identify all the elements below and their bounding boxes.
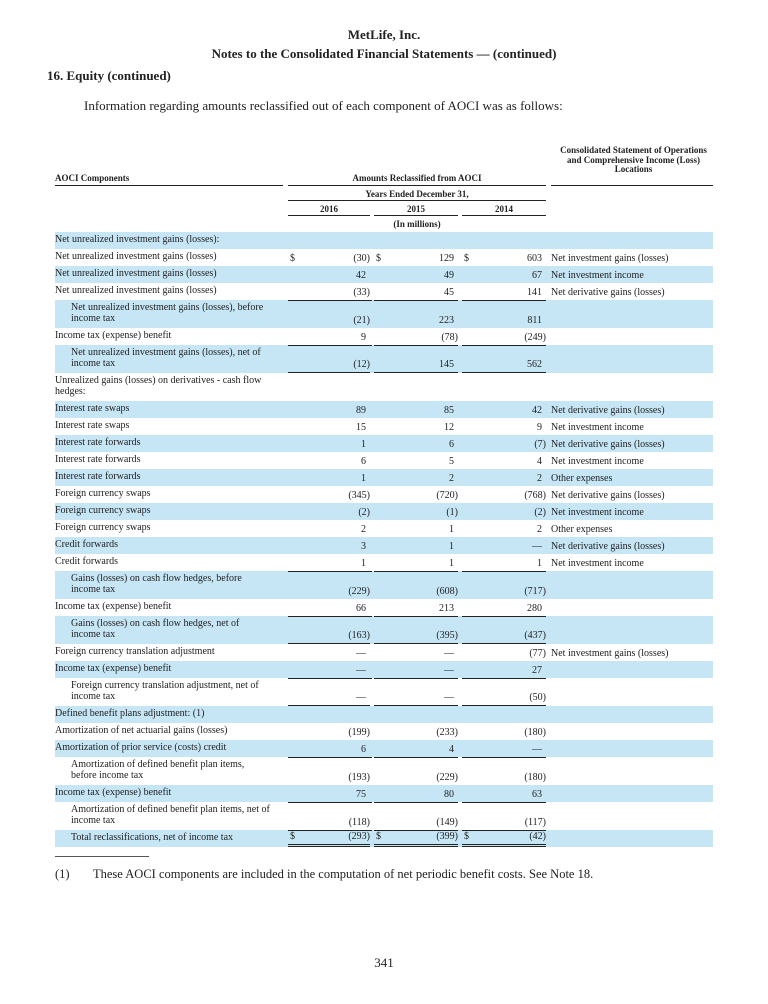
value-text: 2 xyxy=(361,524,366,535)
value-2016 xyxy=(288,473,370,484)
value-text: (345) xyxy=(348,490,370,501)
table-row xyxy=(55,418,713,435)
value-text: — xyxy=(356,648,366,659)
value-text: 2 xyxy=(537,473,542,484)
value-text: 6 xyxy=(361,744,366,755)
row-label: Total reclassifications, net of income tax xyxy=(71,832,234,843)
value-text: (249) xyxy=(524,332,546,343)
value-text: 27 xyxy=(532,665,542,676)
statement-location: Net derivative gains (losses) xyxy=(551,490,665,501)
value-2016 xyxy=(288,727,370,738)
statement-location: Net investment income xyxy=(551,558,644,569)
value-text: 1 xyxy=(449,558,454,569)
value-2015 xyxy=(374,422,458,433)
value-text: 1 xyxy=(361,558,366,569)
row-label: Interest rate forwards xyxy=(55,437,141,448)
value-2015 xyxy=(374,270,458,281)
table-row xyxy=(55,328,713,345)
value-text: 280 xyxy=(527,603,542,614)
value-2015 xyxy=(374,490,458,501)
dollar-sign: $ xyxy=(376,831,381,842)
value-2015 xyxy=(374,456,458,467)
row-label: Foreign currency swaps xyxy=(55,505,151,516)
years-label: Years Ended December 31, xyxy=(365,189,469,199)
value-text: (30) xyxy=(353,253,370,264)
value-text: 141 xyxy=(527,287,542,298)
value-2016 xyxy=(288,571,370,599)
value-text: 1 xyxy=(537,558,542,569)
value-2016 xyxy=(288,757,370,785)
value-text: 213 xyxy=(439,603,454,614)
table-row xyxy=(55,706,713,723)
value-2015 xyxy=(374,789,458,800)
statement-location: Net derivative gains (losses) xyxy=(551,541,665,552)
value-text: 85 xyxy=(444,405,454,416)
value-2015 xyxy=(374,439,458,450)
value-2014 xyxy=(462,270,546,281)
table-row xyxy=(55,469,713,486)
table-row xyxy=(55,661,713,678)
table-row xyxy=(55,232,713,249)
table-row xyxy=(55,678,713,706)
row-label: Credit forwards xyxy=(55,539,119,550)
row-label: Net unrealized investment gains (losses) xyxy=(55,285,217,296)
value-text: (2) xyxy=(534,507,546,518)
value-2016 xyxy=(288,253,370,264)
value-2016 xyxy=(288,490,370,501)
table-row xyxy=(55,785,713,802)
value-text: (21) xyxy=(353,315,370,326)
table-row xyxy=(55,300,713,328)
statement-location: Net investment income xyxy=(551,507,644,518)
footnote-text: These AOCI components are included in the computation of net periodic benefit costs. See Note 18. xyxy=(93,867,594,881)
value-2014 xyxy=(462,648,546,659)
footnote-divider xyxy=(55,856,149,857)
row-label: Income tax (expense) benefit xyxy=(55,787,172,798)
row-label: Income tax (expense) benefit xyxy=(55,663,172,674)
value-2016 xyxy=(288,744,370,755)
statement-location: Net investment income xyxy=(551,422,644,433)
company-name: MetLife, Inc. xyxy=(347,27,421,42)
value-2014 xyxy=(462,300,546,328)
col-header-components: AOCI Components xyxy=(55,173,130,183)
value-2015 xyxy=(374,524,458,535)
value-2016 xyxy=(288,802,370,830)
value-2015 xyxy=(374,830,458,847)
row-label: Gains (losses) on cash flow hedges, before income tax xyxy=(71,573,242,595)
row-label: Net unrealized investment gains (losses), net of income tax xyxy=(71,347,261,369)
value-2014 xyxy=(462,456,546,467)
row-label: Income tax (expense) benefit xyxy=(55,330,172,341)
value-2015 xyxy=(374,757,458,785)
value-2014 xyxy=(462,558,546,569)
table-row xyxy=(55,644,713,661)
row-label: Gains (losses) on cash flow hedges, net of income tax xyxy=(71,618,240,640)
value-text: (233) xyxy=(436,727,458,738)
dollar-sign: $ xyxy=(376,253,381,264)
table-row xyxy=(55,486,713,503)
table-row xyxy=(55,249,713,266)
table-row xyxy=(55,401,713,418)
value-2014 xyxy=(462,507,546,518)
table-row xyxy=(55,373,713,401)
statement-location: Net derivative gains (losses) xyxy=(551,287,665,298)
value-text: — xyxy=(532,744,542,755)
value-2014 xyxy=(462,345,546,373)
footnote-marker: (1) xyxy=(55,867,70,881)
value-text: (229) xyxy=(348,586,370,597)
value-2016 xyxy=(288,332,370,343)
value-2016 xyxy=(288,603,370,614)
col-header-amounts: Amounts Reclassified from AOCI xyxy=(352,173,482,183)
value-text: (118) xyxy=(348,817,370,828)
row-label: Amortization of net actuarial gains (losses) xyxy=(55,725,228,736)
value-2014 xyxy=(462,541,546,552)
value-2014 xyxy=(462,616,546,644)
value-2016 xyxy=(288,616,370,644)
value-2014 xyxy=(462,405,546,416)
value-text: (293) xyxy=(348,831,370,842)
value-2015 xyxy=(374,603,458,614)
value-2014 xyxy=(462,332,546,343)
row-label: Foreign currency translation adjustment xyxy=(55,646,215,657)
row-label: Foreign currency swaps xyxy=(55,488,151,499)
value-text: (768) xyxy=(524,490,546,501)
row-label: Net unrealized investment gains (losses), before income tax xyxy=(71,302,264,324)
value-text: (42) xyxy=(529,831,546,842)
footnote xyxy=(55,867,593,882)
value-2016 xyxy=(288,665,370,676)
value-2016 xyxy=(288,648,370,659)
value-text: 63 xyxy=(532,789,542,800)
value-text: 603 xyxy=(527,253,542,264)
row-label: Net unrealized investment gains (losses) xyxy=(55,268,217,279)
value-2016 xyxy=(288,507,370,518)
value-2016 xyxy=(288,456,370,467)
value-text: (720) xyxy=(436,490,458,501)
value-2015 xyxy=(374,507,458,518)
value-2015 xyxy=(374,727,458,738)
value-2015 xyxy=(374,648,458,659)
value-2016 xyxy=(288,422,370,433)
value-text: 145 xyxy=(439,359,454,370)
value-text: 4 xyxy=(449,744,454,755)
value-text: 75 xyxy=(356,789,366,800)
value-text: (149) xyxy=(436,817,458,828)
value-2015 xyxy=(374,558,458,569)
value-text: (50) xyxy=(529,692,546,703)
table-row xyxy=(55,830,713,847)
value-2015 xyxy=(374,405,458,416)
value-text: 9 xyxy=(361,332,366,343)
page-number: 341 xyxy=(374,955,394,970)
value-text: 5 xyxy=(449,456,454,467)
value-2014 xyxy=(462,287,546,298)
table-row xyxy=(55,616,713,644)
table-row xyxy=(55,802,713,830)
value-2014 xyxy=(462,744,546,755)
value-text: (399) xyxy=(436,831,458,842)
value-2015 xyxy=(374,665,458,676)
row-label: Net unrealized investment gains (losses) xyxy=(55,251,217,262)
value-text: 223 xyxy=(439,315,454,326)
value-text: (163) xyxy=(348,630,370,641)
year-2016: 2016 xyxy=(320,204,338,214)
value-2015 xyxy=(374,616,458,644)
table-row xyxy=(55,520,713,537)
value-text: 49 xyxy=(444,270,454,281)
value-2014 xyxy=(462,665,546,676)
value-2015 xyxy=(374,802,458,830)
notes-title: Notes to the Consolidated Financial Statements — (continued) xyxy=(211,46,557,61)
value-text: (77) xyxy=(529,648,546,659)
table-row xyxy=(55,757,713,785)
value-2014 xyxy=(462,490,546,501)
section-heading: 16. Equity (continued) xyxy=(47,68,171,83)
value-text: 6 xyxy=(361,456,366,467)
statement-location: Net investment income xyxy=(551,456,644,467)
statement-location: Net derivative gains (losses) xyxy=(551,439,665,450)
value-text: (7) xyxy=(534,439,546,450)
value-text: — xyxy=(356,665,366,676)
value-text: (180) xyxy=(524,772,546,783)
value-text: (117) xyxy=(524,817,546,828)
value-2016 xyxy=(288,541,370,552)
dollar-sign: $ xyxy=(464,831,469,842)
value-text: — xyxy=(444,648,454,659)
value-text: 1 xyxy=(361,439,366,450)
table-row xyxy=(55,740,713,757)
table-row xyxy=(55,435,713,452)
value-text: 42 xyxy=(532,405,542,416)
value-2015 xyxy=(374,287,458,298)
value-2015 xyxy=(374,744,458,755)
value-2015 xyxy=(374,332,458,343)
value-text: 42 xyxy=(356,270,366,281)
value-2014 xyxy=(462,757,546,785)
value-2015 xyxy=(374,253,458,264)
value-text: (180) xyxy=(524,727,546,738)
value-text: (2) xyxy=(358,507,370,518)
statement-location: Net investment income xyxy=(551,270,644,281)
row-label: Interest rate swaps xyxy=(55,403,130,414)
row-label: Interest rate forwards xyxy=(55,454,141,465)
table-row xyxy=(55,283,713,300)
table-row xyxy=(55,452,713,469)
intro-paragraph: Information regarding amounts reclassified out of each component of AOCI was as follows: xyxy=(84,98,563,113)
value-2016 xyxy=(288,439,370,450)
year-2014: 2014 xyxy=(495,204,513,214)
value-text: (608) xyxy=(436,586,458,597)
row-label: Unrealized gains (losses) on derivatives - cash flow hedges: xyxy=(55,375,262,397)
row-label: Amortization of prior service (costs) credit xyxy=(55,742,227,753)
value-text: 2 xyxy=(449,473,454,484)
statement-location: Net investment gains (losses) xyxy=(551,253,669,264)
value-2014 xyxy=(462,439,546,450)
table-row xyxy=(55,599,713,616)
value-text: — xyxy=(444,665,454,676)
value-2015 xyxy=(374,541,458,552)
dollar-sign: $ xyxy=(290,253,295,264)
value-2015 xyxy=(374,345,458,373)
value-2014 xyxy=(462,802,546,830)
row-label: Defined benefit plans adjustment: (1) xyxy=(55,708,205,719)
dollar-sign: $ xyxy=(290,831,295,842)
value-text: (193) xyxy=(348,772,370,783)
row-label: Foreign currency swaps xyxy=(55,522,151,533)
value-text: (229) xyxy=(436,772,458,783)
value-text: 129 xyxy=(439,253,454,264)
value-text: 12 xyxy=(444,422,454,433)
value-2016 xyxy=(288,405,370,416)
value-2016 xyxy=(288,830,370,847)
value-2014 xyxy=(462,678,546,706)
row-label: Interest rate swaps xyxy=(55,420,130,431)
row-label: Credit forwards xyxy=(55,556,119,567)
statement-location: Other expenses xyxy=(551,524,613,535)
value-2016 xyxy=(288,789,370,800)
row-label: Income tax (expense) benefit xyxy=(55,601,172,612)
value-text: 3 xyxy=(361,541,366,552)
value-2016 xyxy=(288,524,370,535)
year-2015: 2015 xyxy=(407,204,425,214)
aoci-reclassification-table xyxy=(55,232,713,847)
value-text: 4 xyxy=(537,456,542,467)
value-2016 xyxy=(288,287,370,298)
value-text: (717) xyxy=(524,586,546,597)
value-text: 66 xyxy=(356,603,366,614)
value-text: 6 xyxy=(449,439,454,450)
value-text: 2 xyxy=(537,524,542,535)
value-text: — xyxy=(356,692,366,703)
table-row xyxy=(55,554,713,571)
value-2016 xyxy=(288,678,370,706)
value-text: 15 xyxy=(356,422,366,433)
value-text: (199) xyxy=(348,727,370,738)
value-2014 xyxy=(462,571,546,599)
statement-location: Net investment gains (losses) xyxy=(551,648,669,659)
value-text: 45 xyxy=(444,287,454,298)
value-text: 80 xyxy=(444,789,454,800)
table-row xyxy=(55,571,713,599)
row-label: Net unrealized investment gains (losses): xyxy=(55,234,220,245)
value-2015 xyxy=(374,473,458,484)
value-text: 562 xyxy=(527,359,542,370)
value-2014 xyxy=(462,473,546,484)
value-2014 xyxy=(462,727,546,738)
value-2016 xyxy=(288,270,370,281)
table-row xyxy=(55,266,713,283)
value-2015 xyxy=(374,300,458,328)
row-label: Amortization of defined benefit plan items, net of income tax xyxy=(71,804,270,826)
value-text: — xyxy=(444,692,454,703)
value-text: 1 xyxy=(361,473,366,484)
value-text: 9 xyxy=(537,422,542,433)
value-text: 89 xyxy=(356,405,366,416)
table-row xyxy=(55,345,713,373)
row-label: Interest rate forwards xyxy=(55,471,141,482)
value-text: (78) xyxy=(441,332,458,343)
value-2014 xyxy=(462,603,546,614)
value-2015 xyxy=(374,571,458,599)
value-text: 67 xyxy=(532,270,542,281)
value-2014 xyxy=(462,789,546,800)
value-2014 xyxy=(462,524,546,535)
row-label: Amortization of defined benefit plan items, before income tax xyxy=(71,759,245,781)
value-2014 xyxy=(462,253,546,264)
value-2014 xyxy=(462,422,546,433)
value-text: — xyxy=(532,541,542,552)
dollar-sign: $ xyxy=(464,253,469,264)
value-2016 xyxy=(288,345,370,373)
table-row xyxy=(55,503,713,520)
value-2016 xyxy=(288,558,370,569)
value-text: (12) xyxy=(353,359,370,370)
value-2016 xyxy=(288,300,370,328)
value-text: (395) xyxy=(436,630,458,641)
value-text: (1) xyxy=(446,507,458,518)
value-text: 1 xyxy=(449,524,454,535)
table-row xyxy=(55,723,713,740)
units-label: (In millions) xyxy=(393,219,441,229)
col-header-location: Consolidated Statement of Operations and Comprehensive Income (Loss) Locations xyxy=(560,145,707,174)
value-text: 811 xyxy=(527,315,542,326)
value-2015 xyxy=(374,678,458,706)
value-text: 1 xyxy=(449,541,454,552)
row-label: Foreign currency translation adjustment, net of income tax xyxy=(71,680,259,702)
value-text: (33) xyxy=(353,287,370,298)
statement-location: Other expenses xyxy=(551,473,613,484)
value-text: (437) xyxy=(524,630,546,641)
statement-location: Net derivative gains (losses) xyxy=(551,405,665,416)
value-2014 xyxy=(462,830,546,847)
table-row xyxy=(55,537,713,554)
